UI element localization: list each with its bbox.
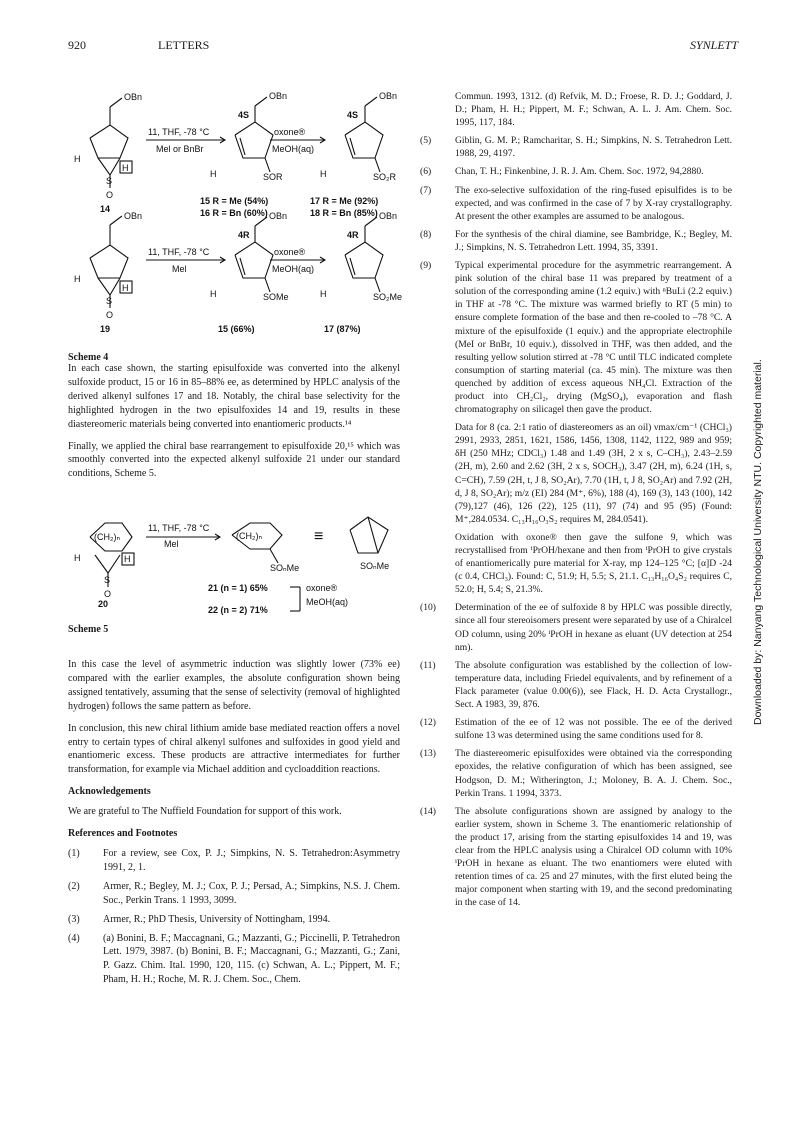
condition-top: 11, THF, -78 °C bbox=[148, 247, 210, 257]
stereo-label: 4R bbox=[238, 230, 250, 240]
left-column-top bbox=[68, 362, 400, 481]
stereo-label: 4R bbox=[347, 230, 359, 240]
reference-item: (12) Estimation of the ee of 12 was not possible. The ee of the derived sulfone 13 was determined using the same conditions used for 8. bbox=[420, 717, 732, 742]
oxone-label: oxone® bbox=[274, 127, 306, 137]
oxone-label: oxone® bbox=[274, 247, 306, 257]
obn-label: OBn bbox=[124, 92, 143, 102]
compound-16: 16 R = Bn (60%) bbox=[200, 208, 268, 218]
condition-bottom: Mel or BnBr bbox=[156, 144, 204, 154]
h-label: H bbox=[74, 274, 81, 284]
o-label: O bbox=[106, 190, 114, 200]
reference-item: (8) For the synthesis of the chiral diamine, see Bambridge, K.; Begley, M. J.; Simpkins, N. S. Tetrahedron Lett. 1994, 35, 3391. bbox=[420, 228, 732, 253]
reference-item: (3) Armer, R.; PhD Thesis, University of Nottingham, 1994. bbox=[68, 913, 331, 925]
compound-17: 17 R = Me (92%) bbox=[310, 196, 379, 206]
h-label: H bbox=[74, 553, 81, 563]
reference-item: (9) Typical experimental procedure for the asymmetric rearrangement. A pink solution of the chiral base 11 was prepared by treatment of a solution of the corresponding amine (1.2 equiv.) with ⁿBuLi (2.2 equiv.) in THF at -78 °C. The mixture was warmed briefly to RT (5 min) to ensure complete formation of the base and then re-cooled to –78 °C. A mixture of the episulfoxide (1 equiv.) and the appropriate electrophile (MeI or BnBr, 10 equiv.), dissolved in THF, was then added, and the resulting yellow solution stirred at -78 °C until TLC indicated complete consumption of starting material (ca. 45 min). The mixture was then quenched by addition of excess aqueous NH₄Cl. Extraction of the product into CH₂Cl₂, drying (MgSO₄), evaporation and flash chromatography on silicagel then gave the product. bbox=[420, 260, 732, 416]
reference-item: (6) Chan, T. H.; Finkenbine, J. R. J. Am. Chem. Soc. 1972, 94,2880. bbox=[420, 166, 704, 178]
obn-label: OBn bbox=[269, 211, 288, 221]
compound-15-yield: 15 (66%) bbox=[218, 324, 255, 334]
reference-item: Data for 8 (ca. 2:1 ratio of diastereomers as an oil) νmax/cm⁻¹ (CHCl₃) 2991, 2933, 2851, 1621, 1586, 1456, 1308, 1142, 1122, 989 and 959; δH (250 MHz; CDCl₃) 1.48 and 1.49 (3H, 2 x s, C–CH₃), 2.43–2.59 (2H, m), 2.60 and 2.62 (3H, 2 x s, SOCH₃), 3.47 (2H, m), 6.24 (1H, s, C=CH), 7.59 (2H, t, J 8, SO₂Ar), 7.70 (1H, t, J 8, SO₂Ar) and 7.92 (2H, d, J 8, SO₂Ar); m/z (EI) 284 (M⁺, 6%), 188 (4), 169 (3), 143 (100), 142 (79),127 (46), 126 (22), 125 (11), 97 (74) and 95 (95) (Found: M⁺,284.0534. C₁₃H₁₆O₃S₂ requires M, 284.0541). bbox=[455, 422, 732, 525]
obn-label: OBn bbox=[379, 211, 398, 221]
so2me-label: SO₂Me bbox=[373, 292, 402, 302]
compound-14: 14 bbox=[100, 204, 111, 214]
s-label: S bbox=[106, 296, 113, 306]
compound-20: 20 bbox=[98, 599, 109, 609]
paragraph: In each case shown, the starting episulfoxide was converted into the alkenyl sulfoxide product, 15 or 16 in 85–88% ee, as determined by HPLC analysis of the derived alkenyl sulfones 17 and 18. Notably, the chiral base selectivity for the highlighted hydrogen in the two episulfoxides 14 and 19, results in these diastereomeric materials being converted into enantiomeric products.¹⁴ bbox=[68, 363, 400, 430]
reference-item: (10) Determination of the ee of sulfoxide 8 by HPLC was possible directly, since all four stereoisomers present were separated by use of a Chiralcel OD column, using 20% ⁱPrOH in hexane as eluant (UV detection at 254 nm). bbox=[420, 602, 732, 653]
reference-item: Commun. 1993, 1312. (d) Refvik, M. D.; Froese, R. D. J.; Goddard, J. D.; Pham, H. H.; Pippert, M. F.; Schwan, A. L. J. Am. Chem. Soc. 1995, 117, 184. bbox=[455, 91, 732, 129]
compound-17-yield: 17 (87%) bbox=[324, 324, 361, 334]
scheme-5-figure bbox=[60, 505, 400, 620]
s-label: S bbox=[104, 575, 111, 585]
condition-top: 11, THF, -78 °C bbox=[148, 127, 210, 137]
compound-22: 22 (n = 2) 71% bbox=[208, 605, 268, 615]
condition-bottom: Mel bbox=[164, 539, 179, 549]
s-label: S bbox=[106, 176, 113, 186]
left-references bbox=[68, 847, 400, 987]
page-number: 920 bbox=[68, 38, 86, 52]
solvent-label: MeOH(aq) bbox=[272, 264, 315, 274]
reference-item: (7) The exo-selective sulfoxidation of the ring-fused episulfides is to be expected, and was confirmed in the case of 7 by X-ray crystallography. At present the other examples are assumed to be analogous. bbox=[420, 184, 732, 222]
some-label: SOₙMe bbox=[270, 563, 300, 573]
download-watermark bbox=[752, 275, 766, 725]
reference-item: (5) Giblin, G. M. P.; Ramcharitar, S. H.; Simpkins, N. S. Tetrahedron Lett. 1988, 29, 4197. bbox=[420, 135, 732, 160]
sor-label: SOR bbox=[263, 172, 283, 182]
journal-name: SYNLETT bbox=[690, 38, 739, 52]
compound-18: 18 R = Bn (85%) bbox=[310, 208, 378, 218]
ch2n-label: (CH₂)ₙ bbox=[236, 531, 263, 541]
compound-19: 19 bbox=[100, 324, 111, 334]
obn-label: OBn bbox=[124, 211, 143, 221]
oxone-label: oxone® bbox=[306, 583, 338, 593]
reference-item: (1) For a review, see Cox, P. J.; Simpkins, N. S. Tetrahedron:Asymmetry 1991, 2, 1. bbox=[68, 847, 400, 873]
some-label: SOₙMe bbox=[360, 561, 390, 571]
h-label: H bbox=[122, 163, 129, 173]
h-label: H bbox=[320, 289, 327, 299]
references-heading: References and Footnotes bbox=[68, 828, 178, 840]
reference-item: Oxidation with oxone® then gave the sulfone 9, which was recrystallised from ⁱPrOH/hexane and then from ⁱPrOH to give crystals of enantiomerically pure material for X-ray, mp 124–125 °C; [α]D -24 (c 0.4, CHCl₃). Found: C, 51.9; H, 5.5; S, 21.1. C₁₃H₁₆O₄S₂ requires C, 52.0; H, 5.4; S, 21.3%. bbox=[455, 531, 732, 596]
solvent-label: MeOH(aq) bbox=[306, 597, 349, 607]
reference-item: (14) The absolute configurations shown are assigned by analogy to the earlier system, shown in Scheme 3. The enantiomeric relationship of the product 17, arising from the starting episulfoxides 14 and 19, was clear from the HPLC analysis using a Chiralcel OD column with 10% ⁱPrOH in hexane as eluant. The two enantiomers were eluted with retention times of ca. 25 and 27 minutes, with the first eluted being the major component when starting with 19, and the second predominating in the case of 14. bbox=[420, 805, 732, 909]
compound-15: 15 R = Me (54%) bbox=[200, 196, 269, 206]
condition-bottom: Mel bbox=[172, 264, 187, 274]
h-label: H bbox=[210, 289, 217, 299]
scheme-4-caption: Scheme 4 bbox=[68, 352, 109, 363]
right-column bbox=[420, 90, 732, 914]
reference-item: (4) (a) Bonini, B. F.; Maccagnani, G.; Mazzanti, G.; Piccinelli, P. Tetrahedron Lett. 1979, 3987. (b) Bonini, B. F.; Maccagnani, G.; Mazzanti, G.; Zani, P. Gazz. Chim. Ital. 1990, 120, 115. (c) Schwan, A. L.; Pippert, M. F.; Pham, H. H.; Roche, M. R. J. Chem. Soc., Chem. bbox=[68, 932, 400, 986]
paragraph: In this case the level of asymmetric induction was slightly lower (73% ee) compared with the earlier examples, the absolute configuration shown being assigned tentatively, assuming that the sense of selectivity (removal of highlighted hydrogen) follows the same pattern as before. bbox=[68, 659, 400, 712]
obn-label: OBn bbox=[379, 91, 398, 101]
h-label: H bbox=[210, 169, 217, 179]
acknowledgements-heading: Acknowledgements bbox=[68, 786, 151, 798]
left-column-bottom bbox=[68, 658, 400, 992]
h-label: H bbox=[320, 169, 327, 179]
stereo-label: 4S bbox=[238, 110, 250, 120]
some-label: SOMe bbox=[263, 292, 289, 302]
so2r-label: SO₂R bbox=[373, 172, 396, 182]
reference-item: (11) The absolute configuration was established by the collection of low-temperature data, including Friedel equivalents, and by refinement of a Flack parameter (value 0.00(6)), see Flack, H. D. Acta Crystallogr., Sect. A 1983, 39, 876. bbox=[420, 659, 732, 711]
scheme-4-figure bbox=[60, 80, 410, 345]
section-title: LETTERS bbox=[158, 38, 210, 52]
reference-item: (2) Armer, R.; Begley, M. J.; Cox, P. J.; Persad, A.; Simpkins, N.S. J. Chem. Soc., Perkin Trans. 1 1993, 3099. bbox=[68, 880, 400, 906]
reference-item: (13) The diastereomeric episulfoxides were obtained via the corresponding epoxides, the relative configuration of which has been assigned, see Hodgson, D. M.; Witherington, J.; Moloney, B. A. J. Chem. Soc., Perkin Trans. 1 1994, 3373. bbox=[420, 748, 732, 799]
h-label: H bbox=[124, 554, 131, 564]
equivalent-symbol: ≡ bbox=[314, 528, 324, 545]
solvent-label: MeOH(aq) bbox=[272, 144, 315, 154]
compound-21: 21 (n = 1) 65% bbox=[208, 583, 268, 593]
paragraph: In conclusion, this new chiral lithium amide base mediated reaction offers a novel entry to certain types of chiral alkenyl sulfones and sulfoxides in good yield and enantiomeric excess. These products are attractive intermediates for further transformation, for example via Michael addition and cycloaddition reactions. bbox=[68, 722, 400, 776]
o-label: O bbox=[106, 310, 114, 320]
stereo-label: 4S bbox=[347, 110, 359, 120]
h-label: H bbox=[74, 154, 81, 164]
paragraph: Finally, we applied the chiral base rearrangement to episulfoxide 20,¹⁵ which was smoothly converted into the expected alkenyl sulfoxide 21 under our standard conditions, Scheme 5. bbox=[68, 440, 400, 480]
o-label: O bbox=[104, 589, 112, 599]
condition-top: 11, THF, -78 °C bbox=[148, 523, 210, 533]
download-note: Downloaded by: Nanyang Technological University NTU. Copyrighted material. bbox=[752, 359, 764, 725]
h-label: H bbox=[122, 283, 129, 293]
obn-label: OBn bbox=[269, 91, 288, 101]
scheme-5-caption: Scheme 5 bbox=[68, 624, 109, 635]
ch2n-label: (CH₂)ₙ bbox=[94, 532, 121, 542]
acknowledgements-text: We are grateful to The Nuffield Foundation for support of this work. bbox=[68, 806, 342, 818]
